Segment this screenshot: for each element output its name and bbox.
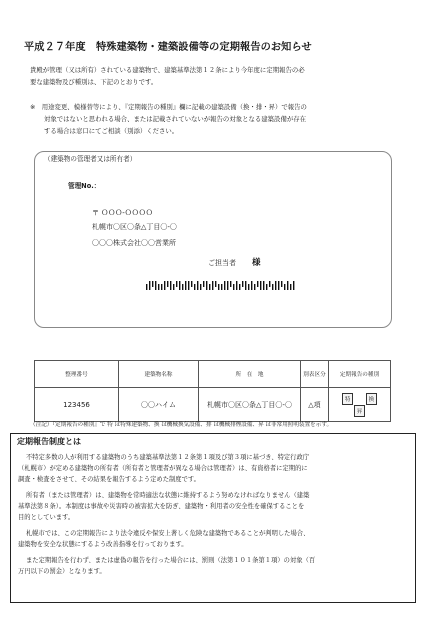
barcode-bar: [209, 284, 210, 290]
intro-line-1: 貴殿が管理（又は所有）されている建築物で、建築基準法第１２条により今年度に定期報告の必: [30, 66, 305, 74]
postal-code: 〒 ＯＯＯ-ＯＯＯＯ: [92, 209, 153, 217]
barcode-bar: [158, 284, 159, 290]
barcode-bar: [257, 281, 258, 287]
honorific-sama: 様: [252, 258, 261, 268]
company-name: 〇〇〇株式会社〇〇営業所: [92, 239, 176, 247]
header-id: 整理番号: [35, 361, 119, 388]
contact-person-label: ご担当者: [208, 259, 236, 267]
barcode-bar: [242, 281, 243, 287]
management-number-label: 管理No.：: [68, 182, 101, 190]
barcode-bar: [185, 281, 186, 290]
system-line-3: 調査・検査をさせて、その結果を報告するよう定めた制度です。: [18, 476, 200, 483]
barcode-bar: [248, 284, 249, 290]
customer-barcode: [146, 281, 298, 290]
barcode-bar: [284, 284, 285, 290]
type-tag-ventilation: 換: [366, 393, 378, 405]
barcode-bar: [233, 284, 234, 290]
header-report-type: 定期報告の種別: [329, 361, 391, 388]
system-line-2: （札幌市）が定める建築物の所有者（所有者と管理者が異なる場合は管理者）は、有資格者に定期的に: [18, 465, 308, 472]
system-line-6: 目的としています。: [18, 514, 75, 521]
system-line-10: 万円以下の罰金）となります。: [18, 568, 106, 575]
system-line-8: 建築物を安全な状態にするよう改善指導を行っております。: [18, 541, 188, 548]
barcode-bar: [212, 281, 213, 290]
barcode-bar: [152, 281, 153, 287]
header-name: 建築物名称: [119, 361, 199, 388]
barcode-bar: [266, 284, 267, 290]
barcode-bar: [281, 281, 282, 287]
type-tag-lighting: 昇: [354, 405, 366, 417]
barcode-bar: [161, 284, 162, 290]
barcode-bar: [236, 281, 237, 290]
barcode-bar: [260, 281, 261, 290]
barcode-bar: [227, 281, 228, 290]
barcode-bar: [224, 281, 225, 290]
system-line-1: 不特定多数の人が利用する建築物のうち建築基準法第１２条第１項及び第３項に基づき、特定行政庁: [26, 454, 310, 461]
barcode-bar: [191, 281, 192, 287]
type-tag-special: 特: [342, 393, 354, 405]
barcode-bar: [164, 281, 165, 290]
barcode-bar: [170, 281, 171, 290]
table-row: [35, 388, 391, 422]
barcode-bar: [278, 281, 279, 290]
system-line-9: また定期報告を行わず、または虚偽の報告を行った場合には、罰則（法第１０１条第１項）の対象（百: [26, 557, 316, 564]
barcode-bar: [215, 281, 216, 287]
cell-name: 〇〇ハイム: [119, 388, 199, 422]
barcode-bar: [272, 284, 273, 290]
table-header-row: [35, 361, 391, 388]
barcode-bar: [293, 281, 294, 290]
system-heading: 定期報告制度とは: [17, 437, 81, 446]
barcode-bar: [239, 284, 240, 290]
barcode-bar: [167, 281, 168, 287]
barcode-bar: [206, 281, 207, 290]
building-table: [34, 360, 391, 422]
barcode-bar: [197, 281, 198, 290]
barcode-bar: [173, 284, 174, 290]
barcode-bar: [188, 281, 189, 290]
barcode-bar: [218, 284, 219, 290]
header-category: 別表区分: [301, 361, 329, 388]
barcode-bar: [194, 284, 195, 290]
barcode-bar: [179, 281, 180, 290]
address-line: 札幌市〇区〇条△丁目〇-〇: [92, 223, 177, 231]
barcode-bar: [254, 284, 255, 290]
barcode-bar: [290, 284, 291, 290]
barcode-bar: [269, 281, 270, 287]
cell-category: △項: [301, 388, 329, 422]
barcode-bar: [245, 281, 246, 290]
notice-line-1: ※ 用途変更、模様替等により、『定期報告の種別』欄に記載の建築設備（換・排・昇）で報告の: [30, 103, 307, 111]
system-line-5: 基準法第８条）。本制度は事故や災害時の被害拡大を防ぎ、建築物・利用者の安全性を確保することを: [18, 503, 305, 510]
barcode-bar: [182, 284, 183, 290]
barcode-bar: [203, 281, 204, 287]
owner-box-label: （建築物の管理者又は所有者）: [44, 155, 137, 163]
owner-address-box: [34, 151, 392, 328]
system-line-4: 所有者（または管理者）は、建築物を常時適法な状態に維持するよう努めなければなりません（建築: [26, 492, 310, 499]
barcode-bar: [230, 281, 231, 287]
cell-report-types: [329, 388, 391, 422]
table-footnote: （注記）『定期報告の種別』で 特 は特殊建築物、換 は機械換気設備、排 は機械排煙設備、昇 は非常用照明装置を示す。: [30, 422, 333, 428]
barcode-bar: [146, 284, 147, 290]
notice-line-2: 対象ではないと思われる場合、または記載されていないが報告の対象となる建築設備が存在: [44, 115, 307, 123]
intro-line-2: 要な建築物及び種別は、下記のとおりです。: [30, 78, 158, 86]
barcode-bar: [263, 281, 264, 290]
header-location: 所 在 地: [199, 361, 301, 388]
barcode-bar: [275, 281, 276, 290]
barcode-bar: [221, 284, 222, 290]
notice-line-3: する場合は窓口にてご相談（別添）ください。: [44, 127, 179, 135]
barcode-bar: [200, 284, 201, 290]
cell-id: 123456: [35, 388, 119, 422]
barcode-bar: [251, 281, 252, 290]
barcode-bar: [155, 281, 156, 290]
barcode-bar: [287, 281, 288, 290]
page-title: 平成２７年度 特殊建築物・建築設備等の定期報告のお知らせ: [24, 42, 312, 53]
barcode-bar: [176, 281, 177, 287]
cell-location: 札幌市〇区〇条△丁目〇-〇: [199, 388, 301, 422]
system-line-7: 札幌市では、この定期報告により法令違反や保安上著しく危険な建築物であることが判明した場合、: [26, 530, 310, 537]
barcode-bar: [149, 281, 150, 290]
